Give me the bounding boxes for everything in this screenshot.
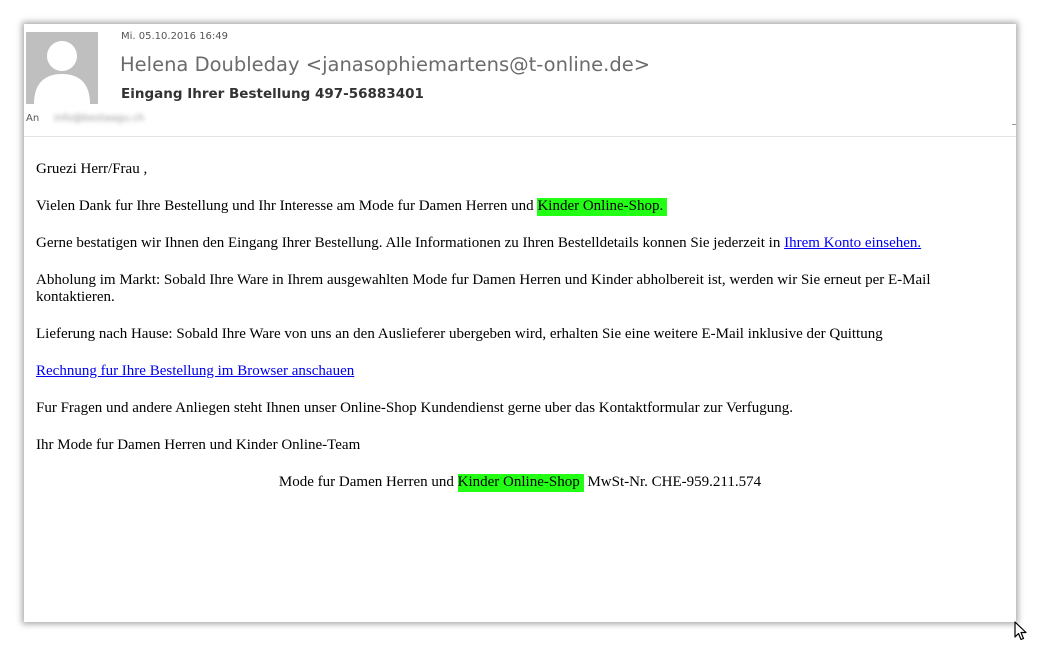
email-subject: Eingang Ihrer Bestellung 497-56883401 <box>121 86 424 102</box>
recipient-label: An <box>26 113 40 124</box>
email-header <box>24 24 1016 137</box>
greeting-text: Gruezi Herr/Frau , <box>36 161 148 177</box>
confirm-text: Gerne bestatigen wir Ihnen den Eingang Ihrer Bestellung. Alle Informationen zu Ihren Bestelldetails konnen Sie jederzeit in <box>36 235 785 251</box>
footer-text: Mode fur Damen Herren und <box>278 474 458 490</box>
invoice-paragraph <box>36 363 1004 380</box>
highlighted-shop-name: Kinder Online-Shop. <box>537 198 667 216</box>
email-date: Mi. 05.10.2016 16:49 <box>121 31 229 42</box>
confirm-paragraph <box>36 235 1004 252</box>
thanks-text: Vielen Dank fur Ihre Bestellung und Ihr Interesse am Mode fur Damen Herren und <box>36 198 538 214</box>
email-window <box>24 24 1016 622</box>
email-body <box>36 161 1004 511</box>
email-sender[interactable]: Helena Doubleday <janasophiemartens@t-online.de> <box>120 53 651 76</box>
header-divider-tick <box>1012 124 1016 125</box>
mouse-pointer-icon <box>1014 621 1028 641</box>
pickup-paragraph: Abholung im Markt: Sobald Ihre Ware in Ihrem ausgewahlten Mode fur Damen Herren und Kinder abholbereit ist, werden wir Sie erneut per E-Mail kontaktieren. <box>36 272 931 305</box>
avatar-icon <box>26 32 98 104</box>
invoice-link[interactable]: Rechnung fur Ihre Bestellung im Browser anschauen <box>36 363 355 379</box>
footer-highlighted-shop-name: Kinder Online-Shop <box>458 474 584 492</box>
footer-vat-number: MwSt-Nr. CHE-959.211.574 <box>583 474 762 490</box>
account-link[interactable]: Ihrem Konto einsehen. <box>784 235 922 251</box>
support-paragraph: Fur Fragen und andere Anliegen steht Ihnen unser Online-Shop Kundendienst gerne uber das Kontaktformular zur Verfugung. <box>36 400 794 416</box>
footer-line <box>36 474 1004 491</box>
delivery-paragraph: Lieferung nach Hause: Sobald Ihre Ware von uns an den Auslieferer ubergeben wird, erhalten Sie eine weitere E-Mail inklusive der Quittung <box>36 326 883 342</box>
signoff-text: Ihr Mode fur Damen Herren und Kinder Online-Team <box>36 437 361 453</box>
thanks-paragraph <box>36 198 1004 215</box>
recipient-address[interactable]: info@bestaagu.ch <box>54 113 145 124</box>
